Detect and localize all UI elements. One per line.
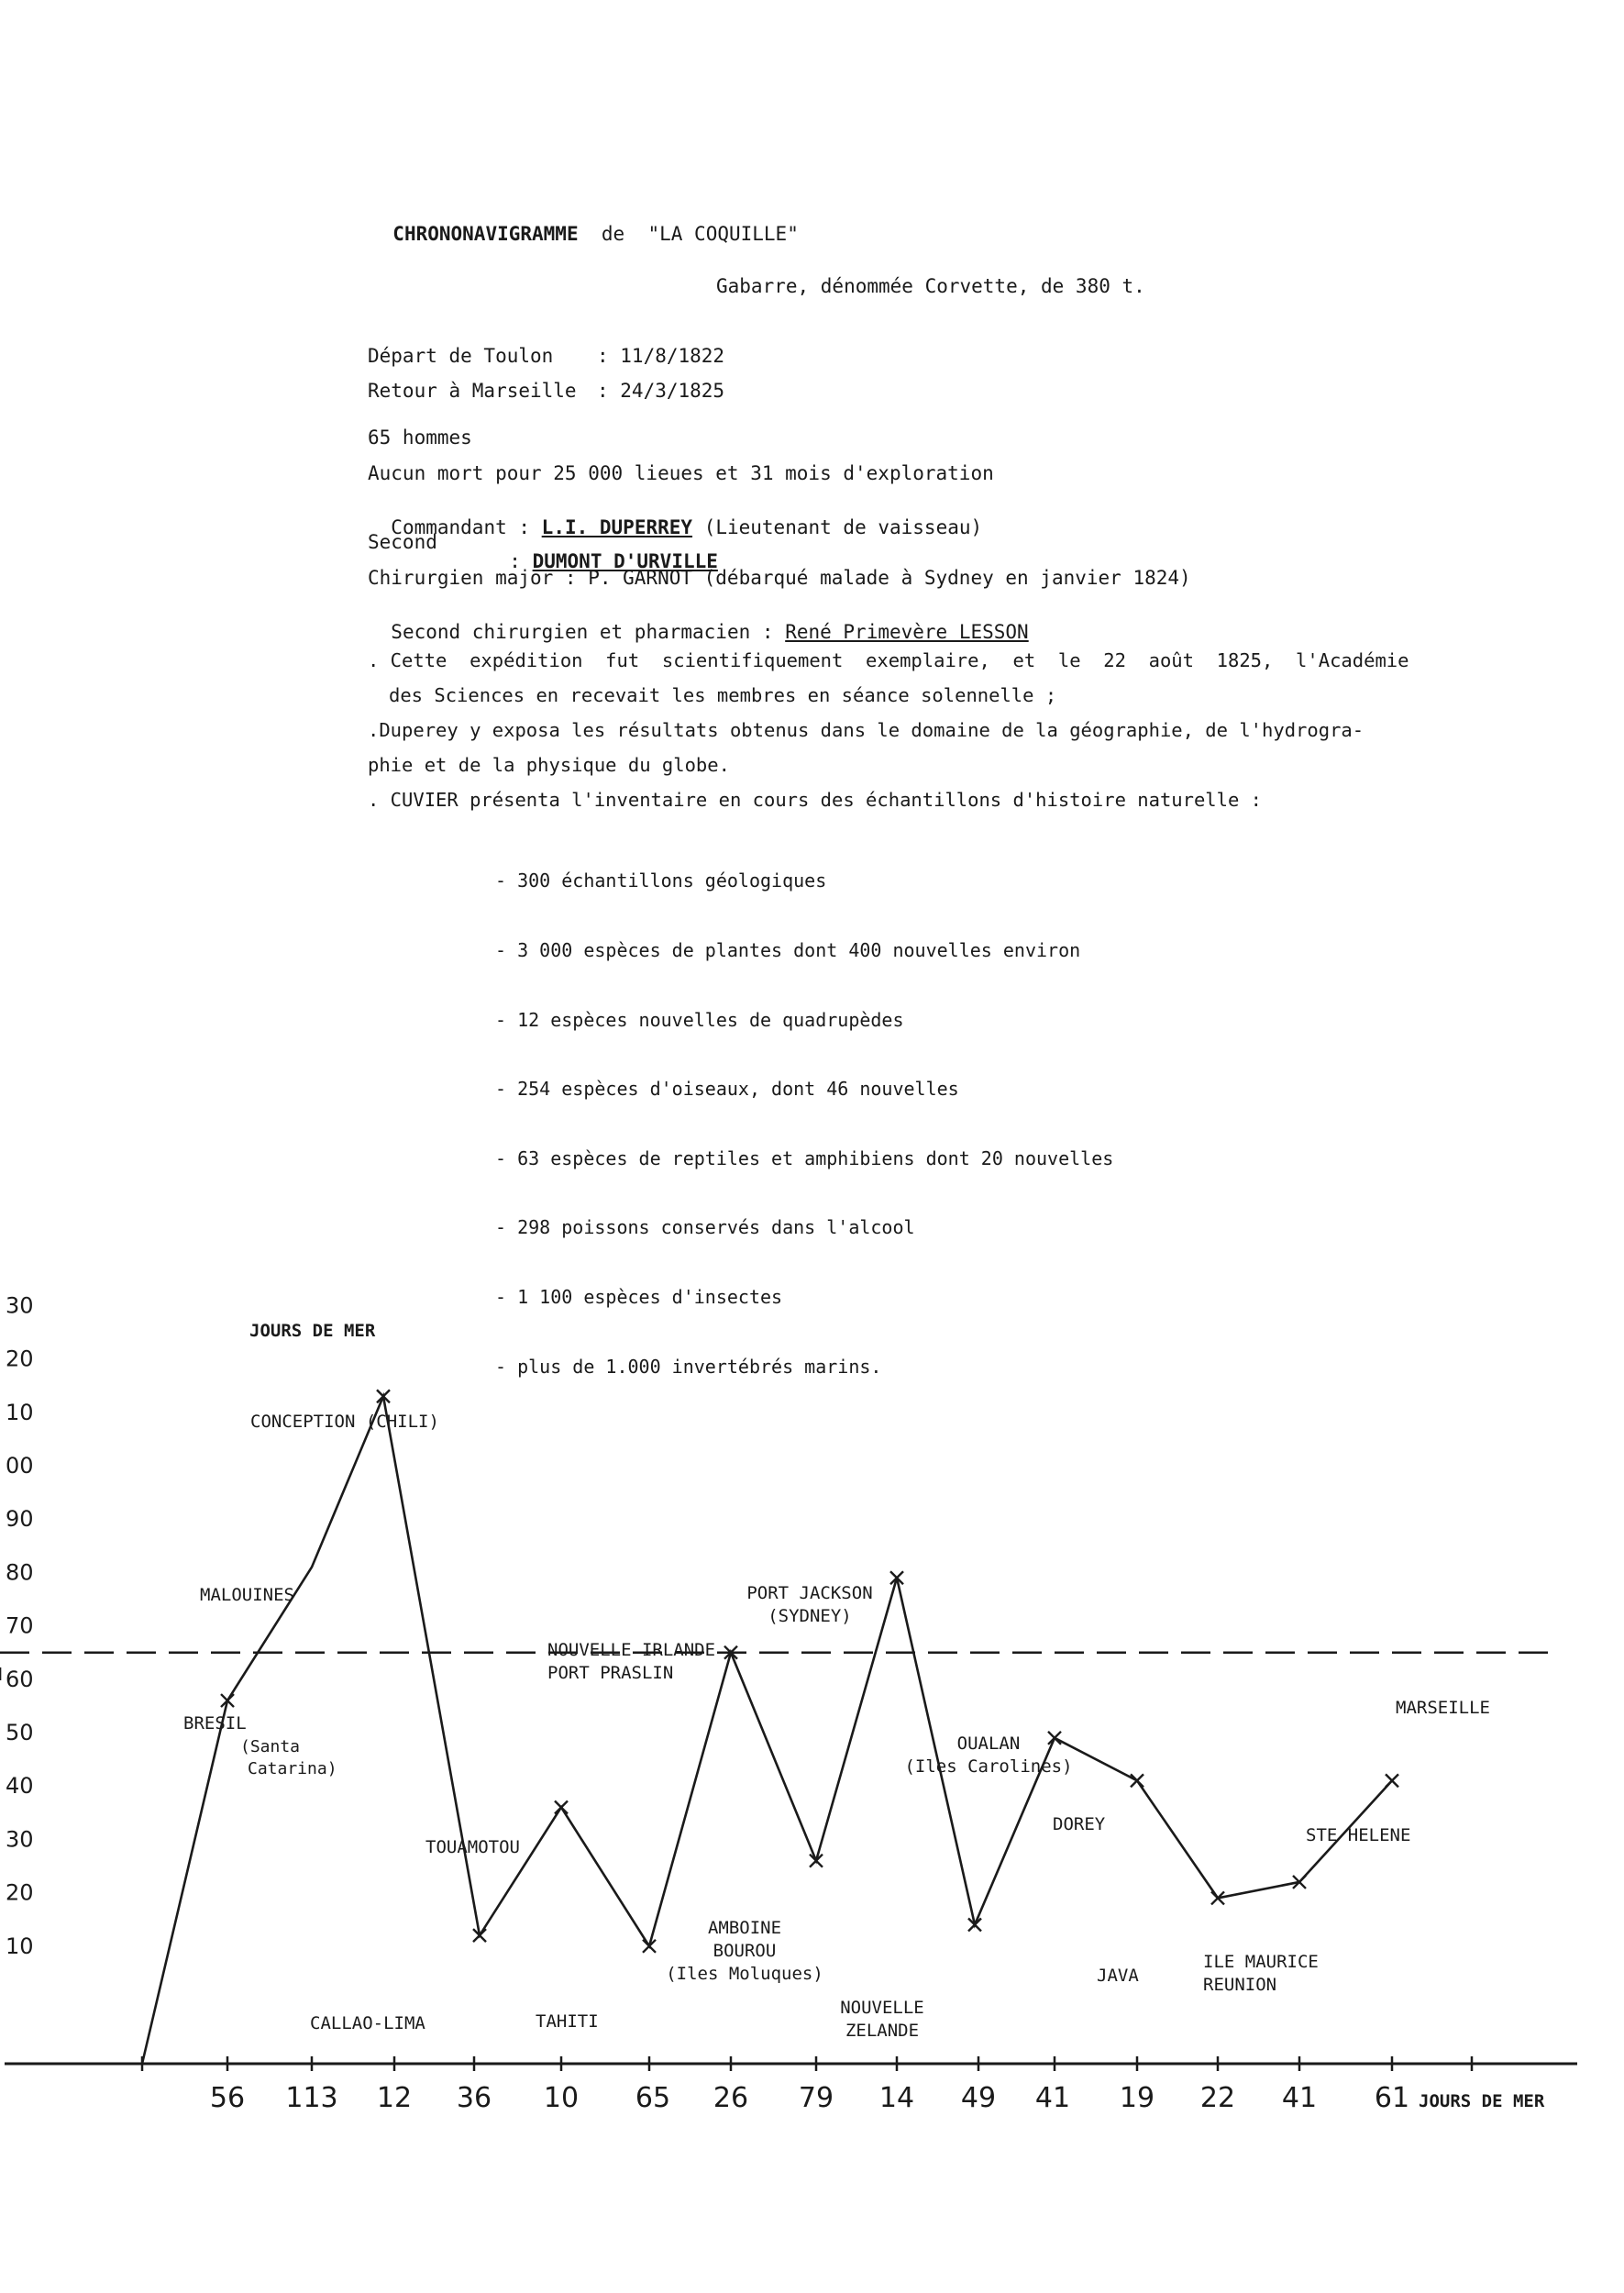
y-tick-label: 70: [6, 1612, 34, 1639]
port-label: MALOUINES: [200, 1585, 294, 1605]
y-tick-label: 10: [6, 1933, 34, 1959]
y-tick-label: 00: [6, 1453, 34, 1479]
x-value-label: 19: [1119, 2082, 1155, 2114]
y-tick-label: 20: [6, 1346, 34, 1372]
x-value-label: 79: [798, 2082, 834, 2114]
aucun-mort: Aucun mort pour 25 000 lieues et 31 mois d'exploration: [368, 462, 994, 484]
port-label: JAVA: [1097, 1966, 1139, 1986]
x-value-label: 41: [1281, 2082, 1318, 2114]
port-labels: [183, 1412, 1490, 2041]
x-value-label: 22: [1199, 2082, 1236, 2114]
list-item: - 3 000 espèces de plantes dont 400 nouvelles environ: [495, 939, 1081, 961]
commandant-name: L.I. DUPERREY: [541, 516, 693, 538]
retour-value: : 24/3/1825: [597, 380, 725, 402]
pharmacien-label: Second chirurgien et pharmacien :: [391, 621, 774, 643]
x-axis-title: JOURS DE MER: [1419, 2091, 1545, 2111]
y-tick-label: 30: [6, 1292, 34, 1319]
x-value-label: 56: [209, 2082, 246, 2114]
paragraph-1-line-1: . Cette expédition fut scientifiquement exemplaire, et le 22 août 1825, l'Académie: [368, 649, 1409, 671]
x-value-label: 10: [543, 2082, 580, 2114]
list-item: - 254 espèces d'oiseaux, dont 46 nouvelles: [495, 1078, 959, 1101]
second-label: Second: [368, 531, 437, 553]
paragraph-3: . CUVIER présenta l'inventaire en cours des échantillons d'histoire naturelle :: [368, 789, 1263, 811]
x-value-label: 12: [376, 2082, 413, 2114]
port-label: NOUVELLE ZELANDE: [840, 1998, 924, 2041]
port-sub-label: (Santa Catarina): [240, 1737, 337, 1778]
subtitle: Gabarre, dénommée Corvette, de 380 t.: [716, 275, 1145, 297]
data-point-marker: [810, 1855, 823, 1867]
data-markers: [0, 1390, 1398, 1952]
y-tick-label: 50: [6, 1720, 34, 1745]
second-name: DUMONT D'URVILLE: [532, 550, 718, 572]
paragraph-1-line-2: des Sciences en recevait les membres en séance solennelle ;: [389, 684, 1057, 706]
second-colon: :: [509, 550, 521, 572]
data-point-marker: [1131, 1774, 1143, 1787]
x-value-label: 14: [878, 2082, 915, 2114]
data-point-marker: [643, 1940, 656, 1953]
retour-label: Retour à Marseille: [368, 380, 577, 402]
title-main: CHRONONAVIGRAMME: [392, 223, 579, 245]
y-tick-label: 20: [6, 1879, 34, 1906]
x-value-label: 65: [635, 2082, 671, 2114]
y-tick-label: 30: [6, 1826, 34, 1853]
y-tick-label: 10: [6, 1399, 34, 1425]
x-value-label: 26: [713, 2082, 749, 2114]
x-value-label: 61: [1374, 2082, 1410, 2114]
list-item: - 1 100 espèces d'insectes: [495, 1285, 783, 1308]
paragraph-2-line-2: phie et de la physique du globe.: [368, 754, 730, 776]
list-item: - 12 espèces nouvelles de quadrupèdes: [495, 1008, 904, 1031]
list-item: - 300 échantillons géologiques: [495, 870, 827, 892]
port-label: MARSEILLE: [1396, 1698, 1490, 1718]
x-value-label: 113: [285, 2082, 338, 2114]
port-label: AMBOINE BOUROU (Iles Moluques): [666, 1918, 823, 1984]
x-value-label: 36: [456, 2082, 492, 2114]
x-value-label: 49: [960, 2082, 997, 2114]
port-label: PORT JACKSON (SYDNEY): [746, 1583, 873, 1626]
commandant-label: Commandant :: [391, 516, 531, 538]
y-tick-label: 60: [6, 1666, 34, 1692]
data-point-marker: [1386, 1774, 1398, 1787]
port-label: NOUVELLE IRLANDE PORT PRASLIN: [547, 1640, 716, 1683]
hommes: 65 hommes: [368, 426, 472, 449]
y-tick-label: 80: [6, 1559, 34, 1586]
depart-label: Départ de Toulon: [368, 345, 554, 367]
port-label: CALLAO-LIMA: [310, 2013, 425, 2033]
x-value-label: 41: [1034, 2082, 1071, 2114]
port-label: OUALAN (Iles Carolines): [904, 1734, 1073, 1777]
commandant-rank: (Lieutenant de vaisseau): [703, 516, 983, 538]
port-label: DOREY: [1053, 1814, 1106, 1834]
port-label: STE HELENE: [1306, 1825, 1411, 1845]
pharmacien-name: René Primevère LESSON: [785, 621, 1029, 643]
data-point-marker: [1048, 1732, 1061, 1745]
list-item: - 298 poissons conservés dans l'alcool: [495, 1216, 915, 1239]
list-item: - 63 espèces de reptiles et amphibiens dont 20 nouvelles: [495, 1146, 1114, 1169]
y-tick-label: 40: [6, 1773, 34, 1800]
data-point-marker: [555, 1800, 568, 1813]
port-label: TOUAMOTOU: [425, 1837, 520, 1857]
list-item: - plus de 1.000 invertébrés marins.: [495, 1355, 882, 1378]
title-ship: "LA COQUILLE": [647, 223, 799, 245]
port-label: CONCEPTION (CHILI): [250, 1412, 439, 1432]
title-de: de: [601, 223, 625, 245]
port-label: BRESIL: [183, 1713, 247, 1734]
chirurgien: Chirurgien major : P. GARNOT (débarqué malade à Sydney en janvier 1824): [368, 567, 1191, 589]
port-label: ILE MAURICE REUNION: [1203, 1952, 1319, 1995]
depart-value: : 11/8/1822: [597, 345, 725, 367]
y-tick-labels: [6, 1292, 34, 1958]
y-axis-title: JOURS DE MER: [249, 1321, 376, 1341]
x-value-labels: [210, 2082, 1409, 2114]
paragraph-2-line-1: .Duperey y exposa les résultats obtenus dans le domaine de la géographie, de l'hydrogra-: [368, 719, 1364, 741]
y-tick-label: 90: [6, 1506, 34, 1533]
port-label: TAHITI: [536, 2011, 599, 2032]
